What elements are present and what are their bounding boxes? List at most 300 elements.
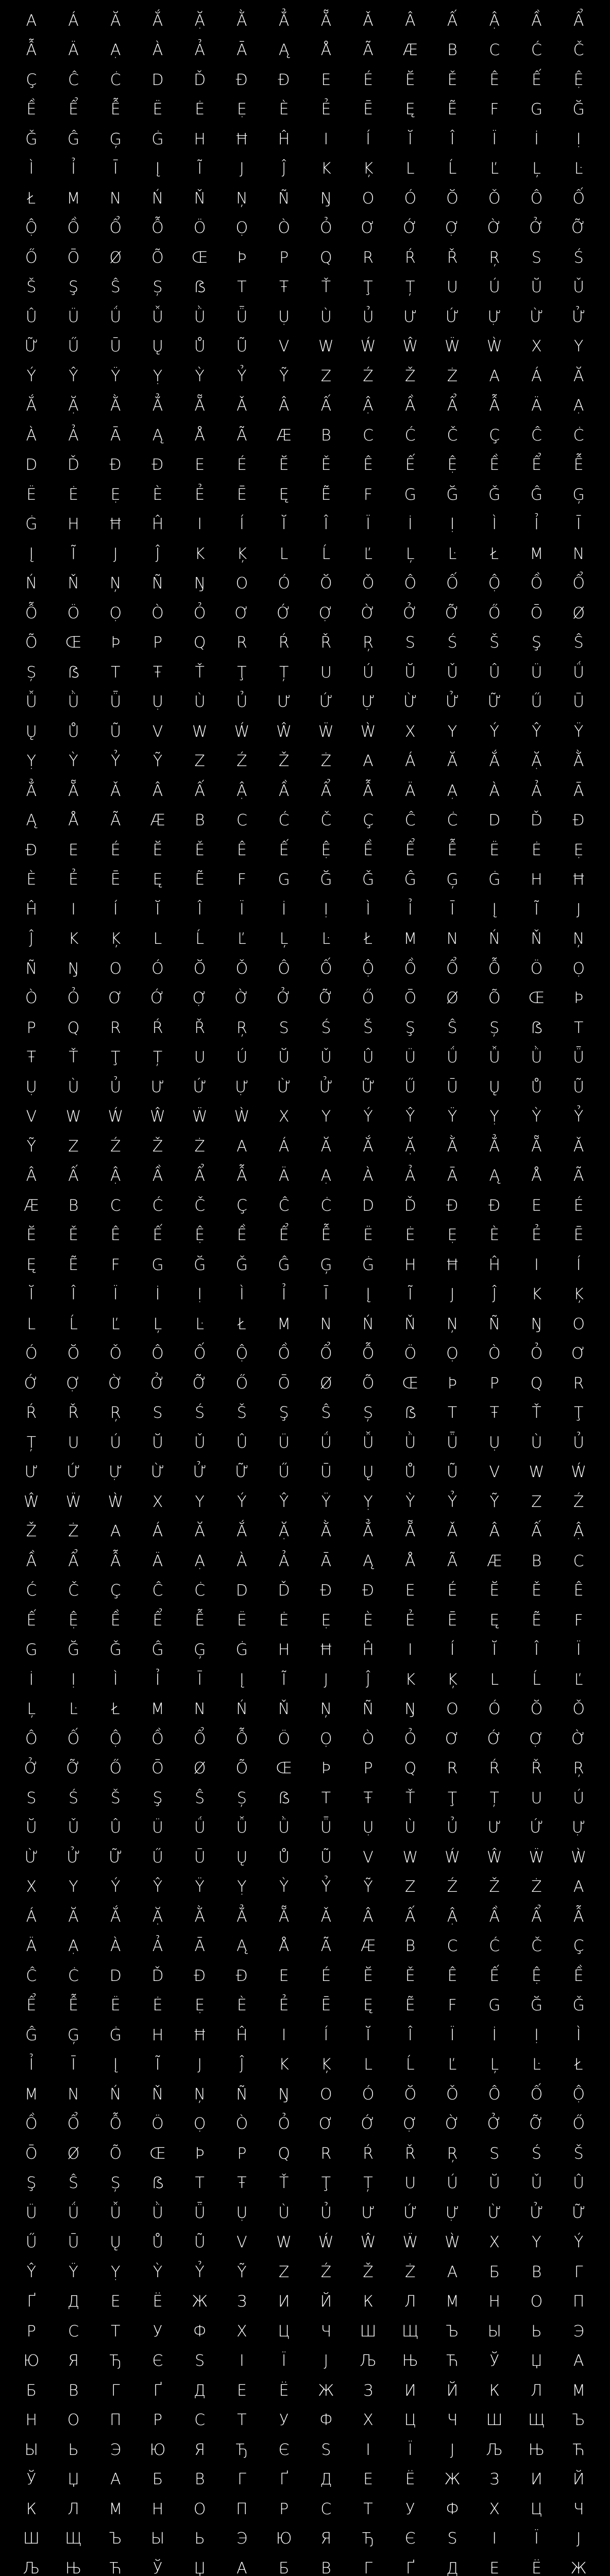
glyph-cell: Ǎ <box>447 1522 458 1541</box>
glyph-cell: Ţ <box>573 1404 584 1422</box>
glyph-cell: Đ <box>235 71 248 89</box>
glyph-cell: Ґ <box>279 2470 289 2489</box>
glyph-cell: Ẵ <box>278 1907 290 1926</box>
glyph-cell: Г <box>364 2559 372 2576</box>
glyph-cell: Ĕ <box>405 71 415 89</box>
glyph-cell: Ẻ <box>195 485 205 504</box>
glyph-cell: Ě <box>69 1226 79 1245</box>
glyph-cell: Ỵ <box>489 1108 499 1126</box>
glyph-cell: Ŗ <box>489 248 500 267</box>
glyph-cell: Ņ <box>236 189 248 208</box>
glyph-cell: Þ <box>447 1374 458 1393</box>
glyph-cell: Ẃ <box>108 1108 124 1126</box>
glyph-cell: Ð <box>235 1967 248 1985</box>
glyph-cell: Ŏ <box>446 189 459 208</box>
glyph-cell: Ì <box>29 160 34 178</box>
glyph-cell: Ț <box>279 663 289 682</box>
glyph-cell: Ĩ <box>197 160 202 178</box>
glyph-cell: G <box>530 100 543 119</box>
glyph-cell: Б <box>489 2263 500 2281</box>
glyph-cell: Ň <box>194 189 206 208</box>
glyph-cell: Ū <box>110 337 122 356</box>
glyph-cell: Т <box>363 2500 373 2518</box>
glyph-cell: Ŏ <box>404 2085 417 2104</box>
glyph-cell: Š <box>489 634 500 652</box>
glyph-cell: Ю <box>23 2352 40 2370</box>
glyph-cell: Ủ <box>236 693 248 711</box>
glyph-cell: Ì <box>113 1670 118 1689</box>
glyph-cell: I <box>71 900 76 919</box>
glyph-cell: Ġ <box>25 515 38 534</box>
glyph-cell: Х <box>236 2322 247 2341</box>
glyph-cell: Ť <box>69 1048 78 1067</box>
glyph-cell: Ï <box>576 1641 581 1659</box>
glyph-cell: Ớ <box>277 604 292 622</box>
glyph-cell: Î <box>71 1285 76 1304</box>
glyph-cell: Ĵ <box>29 930 34 948</box>
glyph-cell: Ổ <box>193 1730 206 1748</box>
glyph-cell: Ý <box>363 1108 373 1126</box>
glyph-cell: Õ <box>109 2144 122 2163</box>
glyph-cell: Ọ <box>320 1730 332 1748</box>
glyph-cell: B <box>405 1937 416 1956</box>
glyph-cell: Ý <box>26 367 37 385</box>
glyph-cell: Ẽ <box>447 100 458 119</box>
glyph-cell: P <box>152 634 163 652</box>
glyph-cell: Ỏ <box>320 219 332 238</box>
glyph-cell: Ű <box>531 693 543 711</box>
glyph-cell: Е <box>363 2470 374 2489</box>
glyph-cell: Ő <box>362 989 375 1008</box>
glyph-cell: Ď <box>194 71 206 89</box>
glyph-cell: Ě <box>321 456 331 474</box>
glyph-cell: Ỵ <box>152 367 163 385</box>
glyph-cell: Ŀ <box>321 930 331 948</box>
glyph-cell: Ґ <box>405 2559 415 2576</box>
glyph-cell: S <box>26 1789 37 1807</box>
glyph-cell: É <box>321 1967 331 1985</box>
glyph-cell: В <box>194 2470 205 2489</box>
glyph-cell: Ī <box>113 160 118 178</box>
glyph-cell: Ŷ <box>152 1878 163 1896</box>
glyph-cell: Џ <box>67 2470 79 2489</box>
glyph-cell: Ọ <box>109 604 122 622</box>
glyph-cell: Ü <box>25 2204 37 2222</box>
glyph-cell: F <box>363 485 373 504</box>
glyph-cell: Ặ <box>194 11 205 30</box>
glyph-cell: Ờ <box>234 989 249 1008</box>
glyph-cell: Ạ <box>194 1552 205 1570</box>
glyph-cell: Ặ <box>405 1137 416 1156</box>
glyph-cell: Т <box>111 2322 121 2341</box>
glyph-cell: C <box>363 426 374 445</box>
glyph-cell: Ħ <box>192 2026 207 2044</box>
glyph-cell: N <box>110 189 122 208</box>
glyph-cell: Å <box>405 1552 416 1570</box>
glyph-cell: Ẃ <box>318 2233 334 2252</box>
glyph-cell: Ẩ <box>194 1167 205 1185</box>
glyph-cell: Ű <box>152 1848 163 1867</box>
glyph-cell: Ь <box>68 2441 79 2459</box>
glyph-cell: Ớ <box>361 2115 376 2133</box>
glyph-cell: Ǒ <box>235 959 248 978</box>
glyph-cell: Ô <box>404 574 417 593</box>
glyph-cell: Ż <box>68 1522 79 1541</box>
glyph-cell: Ë <box>110 1996 121 2015</box>
glyph-cell: Ъ <box>572 2411 585 2430</box>
glyph-cell: Ũ <box>236 337 248 356</box>
glyph-cell: Č <box>320 811 332 830</box>
glyph-cell: Ờ <box>108 1374 123 1393</box>
glyph-specimen-grid <box>10 6 600 2576</box>
glyph-cell: Д <box>67 2293 80 2311</box>
glyph-cell: Ớ <box>24 1374 39 1393</box>
glyph-cell: Ō <box>151 1759 164 1778</box>
glyph-cell: Ẩ <box>573 11 584 30</box>
glyph-cell: Ņ <box>446 1315 459 1333</box>
glyph-cell: Ỳ <box>532 1108 541 1126</box>
glyph-cell: Ÿ <box>195 1878 205 1896</box>
glyph-cell: Х <box>489 2500 500 2518</box>
glyph-cell: M <box>530 545 544 563</box>
glyph-cell: Ǖ <box>447 1433 458 1452</box>
glyph-cell: Ầ <box>278 782 290 800</box>
glyph-cell: A <box>489 367 500 385</box>
glyph-cell: Ù <box>531 1433 543 1452</box>
glyph-cell: Ŵ <box>402 337 418 356</box>
glyph-cell: Ừ <box>530 308 544 326</box>
glyph-cell: Ã <box>573 1167 584 1185</box>
glyph-cell: Ử <box>445 693 460 711</box>
glyph-cell: Ć <box>489 1937 500 1956</box>
glyph-cell: Ớ <box>487 1730 502 1748</box>
glyph-cell: F <box>574 1611 583 1630</box>
glyph-cell: Ŏ <box>530 1700 543 1719</box>
glyph-cell: Ç <box>573 1937 584 1956</box>
glyph-cell: Ŗ <box>447 2144 458 2163</box>
glyph-cell: Ð <box>278 71 290 89</box>
glyph-cell: Ỷ <box>237 367 247 385</box>
glyph-cell: Ǧ <box>488 485 501 504</box>
glyph-cell: K <box>531 1285 542 1304</box>
glyph-cell: Ĭ <box>408 130 413 148</box>
glyph-cell: У <box>152 2322 163 2341</box>
glyph-cell: I <box>534 1256 539 1274</box>
glyph-cell: Ż <box>194 1137 205 1156</box>
glyph-cell: Б <box>152 2470 163 2489</box>
glyph-cell: X <box>278 1108 290 1126</box>
glyph-cell: Ď <box>404 1196 416 1215</box>
glyph-cell: È <box>279 100 289 119</box>
glyph-cell: Ê <box>447 1967 458 1985</box>
glyph-cell: Ạ <box>110 41 121 60</box>
glyph-cell: Ĩ <box>281 1670 286 1689</box>
glyph-cell: Ç <box>110 1582 121 1600</box>
glyph-cell: Ợ <box>445 219 460 238</box>
glyph-cell: Ẩ <box>447 397 458 415</box>
glyph-cell: Ĉ <box>404 811 416 830</box>
glyph-cell: Ố <box>320 959 332 978</box>
glyph-cell: Ť <box>321 278 331 297</box>
glyph-cell: Ñ <box>362 1700 374 1719</box>
glyph-cell: Ậ <box>573 1522 584 1541</box>
glyph-cell: Ứ <box>193 1078 207 1096</box>
glyph-cell: Š <box>363 1019 374 1037</box>
glyph-cell: Ø <box>109 248 122 267</box>
glyph-cell: Ớ <box>150 989 165 1008</box>
glyph-cell: Ệ <box>195 1226 205 1245</box>
glyph-cell: Ļ <box>532 160 541 178</box>
glyph-cell: Ń <box>151 189 164 208</box>
glyph-cell: Ằ <box>447 1137 458 1156</box>
glyph-cell: Ừ <box>24 1848 39 1867</box>
glyph-cell: Ệ <box>69 1611 79 1630</box>
glyph-cell: Ĭ <box>155 900 160 919</box>
glyph-cell: Ђ <box>362 2530 375 2548</box>
glyph-cell: Ù <box>278 2204 290 2222</box>
glyph-cell: Ă <box>194 1522 205 1541</box>
glyph-cell: Ấ <box>531 1522 542 1541</box>
glyph-cell: Ọ <box>235 219 248 238</box>
glyph-cell: Į <box>29 545 34 563</box>
glyph-cell: Û <box>25 308 37 326</box>
glyph-cell: Ī <box>71 2056 76 2074</box>
glyph-cell: Þ <box>321 1759 331 1778</box>
glyph-cell: Ẻ <box>531 1226 541 1245</box>
glyph-cell: Д <box>446 2559 459 2576</box>
glyph-cell: Ķ <box>321 2056 331 2074</box>
glyph-cell: Ầ <box>405 397 416 415</box>
glyph-cell: Ж <box>570 2559 587 2576</box>
glyph-cell: H <box>67 515 79 534</box>
glyph-cell: Ẁ <box>571 1848 586 1867</box>
glyph-cell: Ỉ <box>408 900 413 919</box>
glyph-cell: Á <box>26 1907 37 1926</box>
glyph-cell: Ź <box>573 1493 584 1511</box>
glyph-cell: Ợ <box>192 989 207 1008</box>
glyph-cell: Ẁ <box>445 2233 460 2252</box>
glyph-cell: Њ <box>65 2559 82 2576</box>
glyph-cell: Ò <box>151 604 164 622</box>
glyph-cell: Ľ <box>448 2056 457 2074</box>
glyph-cell: C <box>489 41 500 60</box>
glyph-cell: W <box>192 722 208 741</box>
glyph-cell: À <box>363 1167 374 1185</box>
glyph-cell: Ǒ <box>488 189 501 208</box>
glyph-cell: Ъ <box>109 2530 122 2548</box>
glyph-cell: E <box>321 71 331 89</box>
glyph-cell: Н <box>488 2293 500 2311</box>
glyph-cell: Ớ <box>403 219 418 238</box>
glyph-cell: W <box>318 337 334 356</box>
glyph-cell: Ơ <box>108 989 123 1008</box>
glyph-cell: Õ <box>488 989 501 1008</box>
glyph-cell: H <box>194 130 206 148</box>
glyph-cell: P <box>363 1759 373 1778</box>
glyph-cell: Ï <box>450 2026 455 2044</box>
glyph-cell: Í <box>366 130 370 148</box>
glyph-cell: Ŋ <box>194 574 206 593</box>
glyph-cell: Ř <box>320 634 332 652</box>
glyph-cell: K <box>405 1670 416 1689</box>
glyph-cell: Ơ <box>571 1345 586 1363</box>
glyph-cell: Ä <box>152 1552 163 1570</box>
glyph-cell: Ố <box>572 189 585 208</box>
glyph-cell: Ộ <box>235 1345 248 1363</box>
glyph-cell: Ễ <box>110 100 121 119</box>
glyph-cell: Ự <box>109 1463 123 1482</box>
glyph-cell: Ỉ <box>155 1670 160 1689</box>
glyph-cell: Ĕ <box>363 1967 374 1985</box>
glyph-cell: V <box>152 722 163 741</box>
glyph-cell: Ŭ <box>531 278 543 297</box>
glyph-cell: D <box>362 1196 375 1215</box>
glyph-cell: І <box>366 2441 370 2459</box>
glyph-cell: Ǎ <box>320 1907 332 1926</box>
glyph-cell: Ł <box>27 189 36 208</box>
glyph-cell: Е <box>236 2381 247 2400</box>
glyph-cell: Ữ <box>487 693 501 711</box>
glyph-cell: U <box>404 2174 416 2193</box>
glyph-cell: Ỹ <box>279 367 289 385</box>
glyph-cell: М <box>572 2381 586 2400</box>
glyph-cell: Ẻ <box>279 1996 289 2015</box>
glyph-cell: Ĩ <box>155 2056 160 2074</box>
glyph-cell: Ŋ <box>67 959 79 978</box>
glyph-cell: Ỳ <box>195 367 205 385</box>
glyph-cell: Ч <box>320 2322 332 2341</box>
glyph-cell: Ź <box>320 2263 332 2281</box>
glyph-cell: Ĭ <box>492 1641 497 1659</box>
glyph-cell: Ĩ <box>408 1285 413 1304</box>
glyph-cell: Č <box>573 41 584 60</box>
glyph-cell: Ĭ <box>366 2026 370 2044</box>
glyph-cell: Ш <box>486 2411 503 2430</box>
glyph-cell: Ủ <box>110 1078 122 1096</box>
glyph-cell: Ẃ <box>234 722 250 741</box>
glyph-cell: Ė <box>195 100 205 119</box>
glyph-cell: Ẁ <box>108 1493 124 1511</box>
glyph-cell: Ǚ <box>488 1048 500 1067</box>
glyph-cell: Є <box>404 2530 416 2548</box>
glyph-cell: R <box>363 248 374 267</box>
glyph-cell: Ş <box>279 1404 289 1422</box>
glyph-cell: Ŕ <box>404 248 416 267</box>
glyph-cell: W <box>402 1848 418 1867</box>
glyph-cell: Ụ <box>278 308 290 326</box>
glyph-cell: Ċ <box>573 426 584 445</box>
glyph-cell: Ả <box>194 41 205 60</box>
glyph-cell: İ <box>534 130 539 148</box>
glyph-cell: Ỉ <box>29 2056 34 2074</box>
glyph-cell: Ễ <box>321 1226 331 1245</box>
glyph-cell: Ư <box>277 693 291 711</box>
glyph-cell: Ǒ <box>109 1345 122 1363</box>
glyph-cell: À <box>26 426 37 445</box>
glyph-cell: Ặ <box>278 1522 290 1541</box>
glyph-cell: Ś <box>69 1789 79 1807</box>
glyph-cell: Û <box>573 2174 585 2193</box>
glyph-cell: Ė <box>405 1226 415 1245</box>
glyph-cell: Ġ <box>488 871 501 889</box>
glyph-cell: ẞ <box>194 278 206 297</box>
glyph-cell: Đ <box>572 811 585 830</box>
glyph-cell: Ữ <box>109 1848 123 1867</box>
glyph-cell: Н <box>25 2411 38 2430</box>
glyph-cell: Ở <box>24 1759 39 1778</box>
glyph-cell: Ổ <box>446 959 459 978</box>
glyph-cell: Њ <box>528 2441 545 2459</box>
glyph-cell: Ŭ <box>488 2174 500 2193</box>
glyph-cell: X <box>531 337 542 356</box>
glyph-cell: Ự <box>445 2204 460 2222</box>
glyph-cell: Ф <box>193 2322 207 2341</box>
glyph-cell: Ŵ <box>486 1848 502 1867</box>
glyph-cell: Ǖ <box>194 2204 206 2222</box>
glyph-cell: Ǘ <box>573 663 585 682</box>
glyph-cell: Õ <box>25 634 38 652</box>
glyph-cell: P <box>237 2144 247 2163</box>
glyph-cell: Ǖ <box>110 693 122 711</box>
glyph-cell: Ẽ <box>531 1611 541 1630</box>
glyph-cell: Ơ <box>318 2115 333 2133</box>
glyph-cell: Ş <box>69 278 79 297</box>
glyph-cell: Ŋ <box>531 1315 543 1333</box>
glyph-cell: Ẹ <box>195 1996 205 2015</box>
glyph-cell: Ỹ <box>26 1137 37 1156</box>
glyph-cell: Ů <box>404 1463 416 1482</box>
glyph-cell: Ğ <box>194 1256 206 1274</box>
glyph-cell: Ê <box>110 1226 121 1245</box>
glyph-cell: Ắ <box>152 11 163 30</box>
glyph-cell: Â <box>405 11 416 30</box>
glyph-cell: İ <box>408 515 413 534</box>
glyph-cell: Ā <box>110 426 121 445</box>
glyph-cell: П <box>236 2500 248 2518</box>
glyph-cell: Ẫ <box>363 782 374 800</box>
glyph-cell: A <box>26 11 37 30</box>
glyph-cell: О <box>530 2293 543 2311</box>
glyph-cell: Æ <box>402 41 418 60</box>
glyph-cell: Ċ <box>194 1582 206 1600</box>
glyph-cell: Ș <box>236 1789 247 1807</box>
glyph-cell: Ģ <box>67 2026 80 2044</box>
glyph-cell: É <box>110 841 121 859</box>
glyph-cell: W <box>529 1463 545 1482</box>
glyph-cell: Ћ <box>109 2559 122 2576</box>
glyph-cell: Ẽ <box>405 1996 415 2015</box>
glyph-cell: Ự <box>571 1819 586 1837</box>
glyph-cell: Ш <box>360 2322 377 2341</box>
glyph-cell: Ấ <box>405 1907 416 1926</box>
glyph-cell: Ợ <box>318 604 333 622</box>
glyph-cell: À <box>110 1937 121 1956</box>
glyph-cell: Û <box>236 1433 248 1452</box>
glyph-cell: Ī <box>450 900 455 919</box>
glyph-cell: B <box>321 426 331 445</box>
glyph-cell: Ũ <box>194 2233 206 2252</box>
glyph-cell: Q <box>67 1019 80 1037</box>
glyph-cell: Ř <box>404 2144 416 2163</box>
glyph-cell: Ĺ <box>321 545 331 563</box>
glyph-cell: Ŵ <box>150 1108 165 1126</box>
glyph-cell: Ị <box>450 515 455 534</box>
glyph-cell: Ệ <box>531 1967 541 1985</box>
glyph-cell: Ơ <box>234 604 249 622</box>
glyph-cell: Ô <box>25 1730 38 1748</box>
glyph-cell: Û <box>362 1048 374 1067</box>
glyph-cell: Ñ <box>25 959 38 978</box>
